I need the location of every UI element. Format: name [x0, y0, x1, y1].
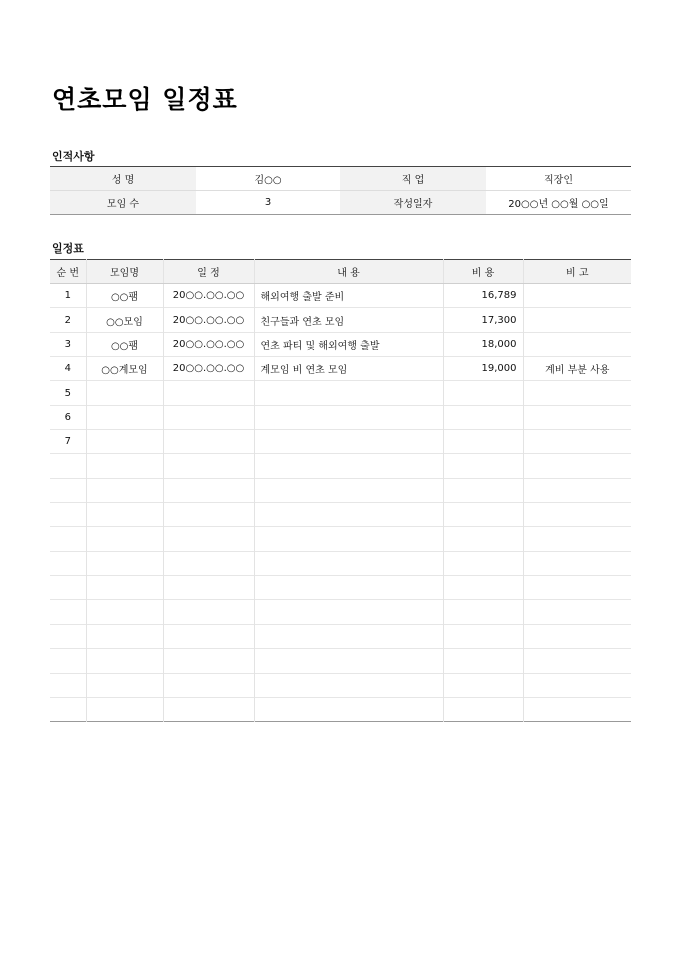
header-meeting-name: 모임명 [86, 260, 163, 284]
header-content: 내 용 [254, 260, 443, 284]
cell-meeting-name [86, 478, 163, 502]
cell-cost: 19,000 [443, 357, 523, 381]
cell-meeting-name: ○○팸 [86, 284, 163, 308]
cell-date [163, 454, 254, 478]
cell-number [50, 600, 86, 624]
cell-cost [443, 697, 523, 721]
cell-note [523, 405, 631, 429]
cell-cost [443, 624, 523, 648]
cell-number [50, 649, 86, 673]
cell-number [50, 697, 86, 721]
cell-number: 3 [50, 332, 86, 356]
cell-content [254, 551, 443, 575]
cell-date: 20○○.○○.○○ [163, 357, 254, 381]
table-row [50, 478, 631, 502]
cell-date: 20○○.○○.○○ [163, 332, 254, 356]
cell-date: 20○○.○○.○○ [163, 308, 254, 332]
cell-cost [443, 503, 523, 527]
table-row [50, 284, 631, 308]
cell-date [163, 430, 254, 454]
cell-date [163, 527, 254, 551]
cell-cost [443, 430, 523, 454]
name-value: 김○○ [254, 175, 282, 186]
cell-content [254, 624, 443, 648]
meeting-count-label: 모임 수 [50, 191, 196, 215]
cell-note [523, 284, 631, 308]
cell-meeting-name [86, 624, 163, 648]
cell-cost [443, 551, 523, 575]
cell-number [50, 576, 86, 600]
cell-note [523, 697, 631, 721]
table-row [50, 600, 631, 624]
table-row [50, 357, 631, 381]
table-row [50, 649, 631, 673]
meeting-count-value: 3 [196, 191, 340, 215]
cell-cost: 16,789 [443, 284, 523, 308]
cell-meeting-name: ○○모임 [86, 308, 163, 332]
cell-content: 연초 파티 및 해외여행 출발 [254, 332, 443, 356]
cell-content [254, 454, 443, 478]
cell-number: 5 [50, 381, 86, 405]
cell-content [254, 697, 443, 721]
cell-number: 6 [50, 405, 86, 429]
cell-meeting-name [86, 430, 163, 454]
personal-section-label: 인적사항 [52, 150, 95, 163]
schedule-table [50, 259, 631, 722]
cell-note [523, 478, 631, 502]
schedule-section-label: 일정표 [52, 242, 84, 255]
cell-note [523, 649, 631, 673]
cell-note: 계비 부분 사용 [523, 357, 631, 381]
cell-meeting-name [86, 527, 163, 551]
cell-cost [443, 673, 523, 697]
cell-cost [443, 454, 523, 478]
cell-meeting-name: ○○계모임 [86, 357, 163, 381]
cell-date [163, 673, 254, 697]
cell-meeting-name [86, 600, 163, 624]
cell-note [523, 624, 631, 648]
job-label: 직 업 [340, 167, 486, 191]
cell-cost [443, 405, 523, 429]
cell-meeting-name [86, 576, 163, 600]
header-note: 비 고 [523, 260, 631, 284]
cell-content: 친구들과 연초 모임 [254, 308, 443, 332]
cell-cost: 18,000 [443, 332, 523, 356]
table-row [50, 430, 631, 454]
cell-content [254, 600, 443, 624]
cell-number [50, 527, 86, 551]
table-row [50, 454, 631, 478]
cell-note [523, 503, 631, 527]
cell-number: 7 [50, 430, 86, 454]
cell-cost [443, 576, 523, 600]
cell-content [254, 478, 443, 502]
cell-date [163, 381, 254, 405]
cell-number: 1 [64, 290, 71, 302]
cell-cost: 17,300 [443, 308, 523, 332]
cell-meeting-name: ○○팸 [86, 332, 163, 356]
cell-date: 20○○.○○.○○ [163, 284, 254, 308]
cell-date [163, 649, 254, 673]
cell-date [163, 503, 254, 527]
cell-content: 해외여행 출발 준비 [254, 284, 443, 308]
table-row [50, 527, 631, 551]
cell-date [163, 551, 254, 575]
schedule-header-row [50, 260, 631, 284]
cell-cost [443, 478, 523, 502]
cell-meeting-name [86, 454, 163, 478]
personal-info-row [50, 191, 631, 215]
cell-date [163, 576, 254, 600]
table-row [50, 503, 631, 527]
page-title: 연초모임 일정표 [52, 85, 238, 114]
cell-content [254, 430, 443, 454]
cell-note [523, 576, 631, 600]
table-row [50, 624, 631, 648]
cell-meeting-name [86, 697, 163, 721]
table-row [50, 551, 631, 575]
cell-number: 4 [50, 357, 86, 381]
cell-content [254, 649, 443, 673]
cell-cost [443, 649, 523, 673]
cell-date [163, 624, 254, 648]
cell-note [523, 527, 631, 551]
cell-meeting-name [86, 551, 163, 575]
header-cost: 비 용 [443, 260, 523, 284]
cell-cost [443, 381, 523, 405]
table-row [50, 308, 631, 332]
written-date-label: 작성일자 [340, 191, 486, 215]
header-number: 순 번 [50, 260, 86, 284]
cell-cost [443, 600, 523, 624]
cell-date [163, 405, 254, 429]
cell-number [50, 454, 86, 478]
personal-info-row [50, 167, 631, 191]
cell-meeting-name [86, 503, 163, 527]
cell-number [50, 673, 86, 697]
cell-cost [443, 527, 523, 551]
cell-note [523, 551, 631, 575]
cell-content [254, 673, 443, 697]
table-row [50, 381, 631, 405]
cell-meeting-name [86, 405, 163, 429]
cell-number [50, 478, 86, 502]
job-value: 직장인 [544, 175, 573, 186]
written-date-value: 20○○년 ○○월 ○○일 [486, 191, 631, 215]
cell-meeting-name [86, 673, 163, 697]
cell-date [163, 600, 254, 624]
cell-content: 계모임 비 연초 모임 [254, 357, 443, 381]
table-row [50, 332, 631, 356]
cell-note [523, 430, 631, 454]
cell-note [523, 381, 631, 405]
cell-content [254, 405, 443, 429]
cell-meeting-name [86, 381, 163, 405]
cell-content [254, 503, 443, 527]
cell-number: 2 [50, 308, 86, 332]
cell-content [254, 527, 443, 551]
cell-content [254, 381, 443, 405]
table-row [50, 405, 631, 429]
cell-date [163, 697, 254, 721]
cell-note [523, 600, 631, 624]
cell-number [50, 624, 86, 648]
cell-number [50, 551, 86, 575]
name-label: 성 명 [50, 167, 196, 191]
table-row [50, 576, 631, 600]
cell-meeting-name [86, 649, 163, 673]
cell-content [254, 576, 443, 600]
header-date: 일 정 [163, 260, 254, 284]
cell-note [523, 332, 631, 356]
personal-info-table [50, 166, 631, 215]
cell-note [523, 454, 631, 478]
table-row [50, 673, 631, 697]
cell-date [163, 478, 254, 502]
cell-number [50, 503, 86, 527]
cell-note [523, 308, 631, 332]
table-row [50, 697, 631, 721]
cell-note [523, 673, 631, 697]
